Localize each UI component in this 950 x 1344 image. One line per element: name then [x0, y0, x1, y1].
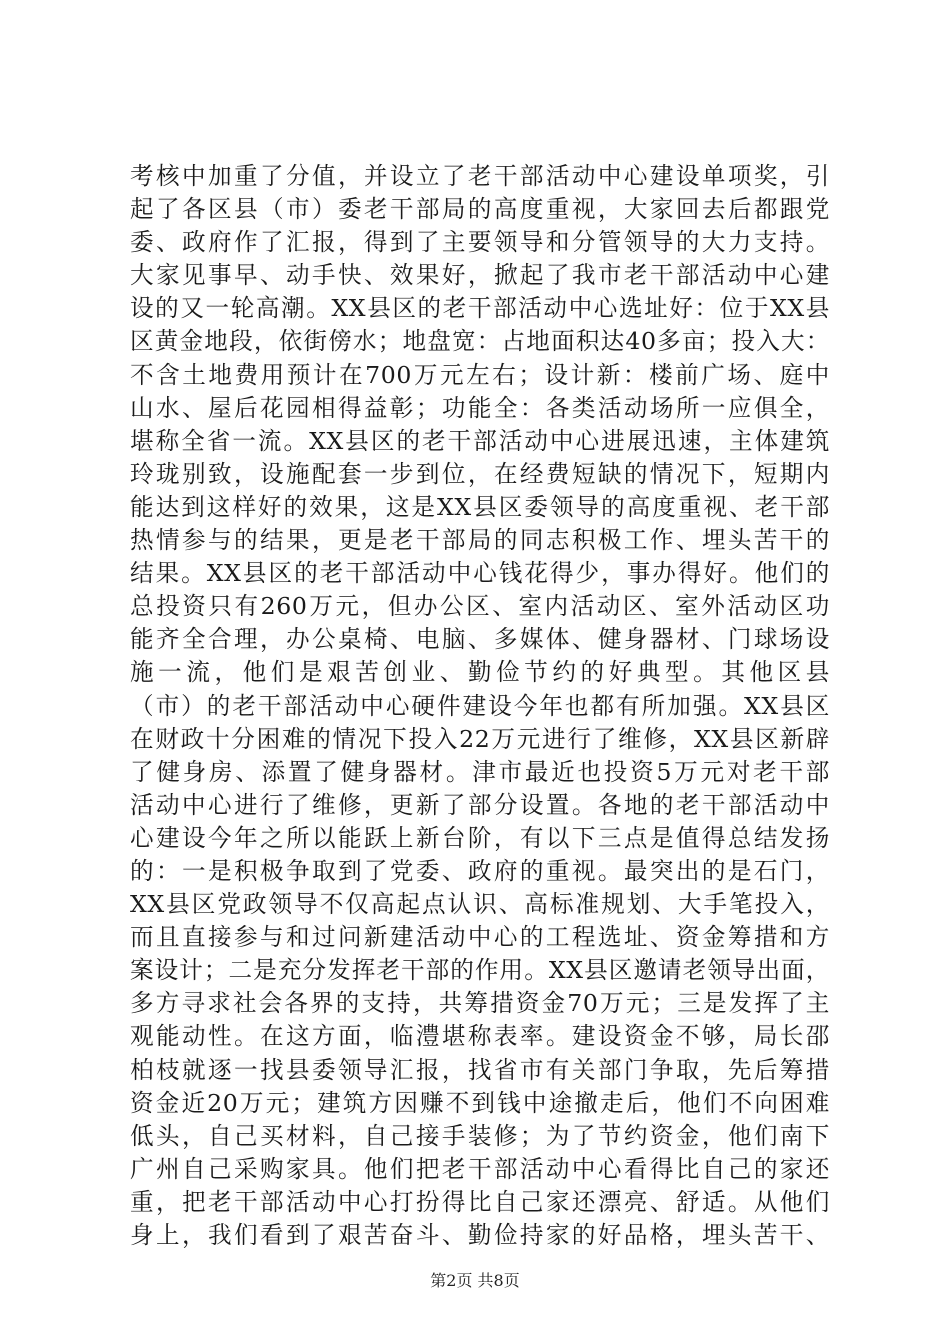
text-line: 重，把老干部活动中心打扮得比自己家还漂亮、舒适。从他们: [130, 1187, 830, 1216]
text-line: 热情参与的结果，更是老干部局的同志积极工作、埋头苦干的: [130, 526, 830, 555]
text-line: 设的又一轮高潮。XX县区的老干部活动中心选址好：位于XX县: [130, 294, 830, 323]
body-text: [130, 160, 830, 1252]
text-line: 山水、屋后花园相得益彰；功能全：各类活动场所一应俱全，: [130, 393, 830, 422]
text-line: 资金近20万元；建筑方因赚不到钱中途撤走后，他们不向困难: [130, 1088, 830, 1117]
text-line: 身上，我们看到了艰苦奋斗、勤俭持家的好品格，埋头苦干、: [130, 1221, 830, 1249]
text-line: 区黄金地段，依街傍水；地盘宽：占地面积达40多亩；投入大：: [130, 327, 830, 356]
text-line: 总投资只有260万元，但办公区、室内活动区、室外活动区功: [130, 592, 830, 621]
text-line: 施一流，他们是艰苦创业、勤俭节约的好典型。其他区县: [130, 658, 830, 687]
text-line: 玲珑别致，设施配套一步到位，在经费短缺的情况下，短期内: [130, 459, 830, 488]
text-line: 在财政十分困难的情况下投入22万元进行了维修，XX县区新辟: [130, 724, 830, 753]
text-line: 起了各区县（市）委老干部局的高度重视，大家回去后都跟党: [130, 195, 830, 224]
text-line: 活动中心进行了维修，更新了部分设置。各地的老干部活动中: [130, 790, 830, 819]
text-line: 不含土地费用预计在700万元左右；设计新：楼前广场、庭中: [130, 360, 830, 389]
text-line: 委、政府作了汇报，得到了主要领导和分管领导的大力支持。: [130, 228, 830, 257]
text-line: 广州自己采购家具。他们把老干部活动中心看得比自己的家还: [130, 1154, 830, 1183]
text-line: 了健身房、添置了健身器材。津市最近也投资5万元对老干部: [130, 757, 830, 786]
text-line: XX县区党政领导不仅高起点认识、高标准规划、大手笔投入，: [130, 890, 830, 919]
text-line: 堪称全省一流。XX县区的老干部活动中心进展迅速，主体建筑: [130, 426, 830, 455]
text-line: 考核中加重了分值，并设立了老干部活动中心建设单项奖，引: [130, 162, 830, 190]
text-line: 案设计；二是充分发挥老干部的作用。XX县区邀请老领导出面，: [130, 956, 830, 985]
text-line: 观能动性。在这方面，临澧堪称表率。建设资金不够，局长邵: [130, 1022, 830, 1051]
text-line: 结果。XX县区的老干部活动中心钱花得少，事办得好。他们的: [130, 559, 830, 588]
text-line: （市）的老干部活动中心硬件建设今年也都有所加强。XX县区: [130, 691, 830, 720]
text-line: 而且直接参与和过问新建活动中心的工程选址、资金筹措和方: [130, 923, 830, 952]
text-line: 能齐全合理，办公桌椅、电脑、多媒体、健身器材、门球场设: [130, 625, 830, 654]
text-line: 柏枝就逐一找县委领导汇报，找省市有关部门争取，先后筹措: [130, 1055, 830, 1084]
text-line: 多方寻求社会各界的支持，共筹措资金70万元；三是发挥了主: [130, 989, 830, 1018]
text-line: 大家见事早、动手快、效果好，掀起了我市老干部活动中心建: [130, 261, 830, 290]
page-footer: 第2页 共8页: [430, 1271, 520, 1290]
text-line: 低头，自己买材料，自己接手装修；为了节约资金，他们南下: [130, 1121, 830, 1150]
text-line: 能达到这样好的效果，这是XX县区委领导的高度重视、老干部: [130, 492, 830, 521]
text-line: 的：一是积极争取到了党委、政府的重视。最突出的是石门，: [130, 856, 830, 885]
text-line: 心建设今年之所以能跃上新台阶，有以下三点是值得总结发扬: [130, 823, 830, 852]
